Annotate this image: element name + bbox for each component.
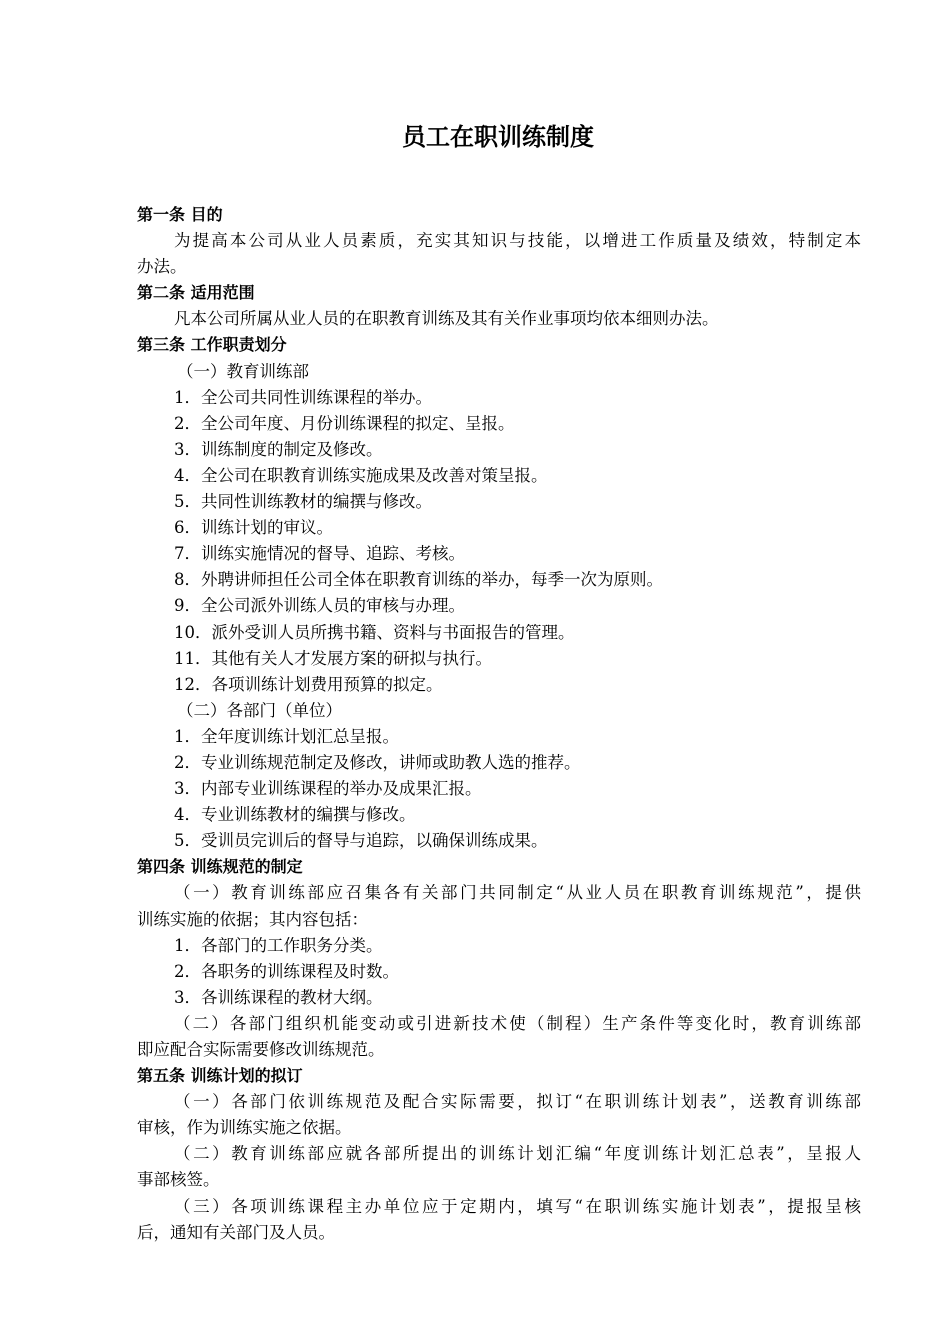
list-item: 9．全公司派外训练人员的审核与办理。 [174, 596, 465, 616]
list-item: 12．各项训练计划费用预算的拟定。 [174, 674, 443, 694]
paragraph-line: （一）各部门依训练规范及配合实际需要，拟订“在职训练计划表”，送教育训练部 [174, 1092, 861, 1112]
paragraph-line: （三）各项训练课程主办单位应于定期内，填写“在职训练实施计划表”，提报呈核 [174, 1196, 861, 1216]
paragraph-line: 审核，作为训练实施之依据。 [137, 1118, 352, 1138]
list-item: 1．全公司共同性训练课程的举办。 [174, 387, 432, 407]
section-heading: 第二条 适用范围 [137, 283, 255, 303]
subsection-label: （二）各部门（单位） [177, 700, 342, 720]
paragraph-line: （一）教育训练部应召集各有关部门共同制定“从业人员在职教育训练规范”，提供 [174, 883, 861, 903]
list-item: 2．各职务的训练课程及时数。 [174, 961, 399, 981]
paragraph-line: 事部核签。 [137, 1170, 220, 1190]
paragraph-line: （二）各部门组织机能变动或引进新技术使（制程）生产条件等变化时，教育训练部 [174, 1013, 861, 1033]
section-heading: 第四条 训练规范的制定 [137, 857, 303, 877]
list-item: 11．其他有关人才发展方案的研拟与执行。 [174, 648, 492, 668]
list-item: 1．全年度训练计划汇总呈报。 [174, 726, 399, 746]
section-heading: 第五条 训练计划的拟订 [137, 1066, 303, 1086]
paragraph-line: 为提高本公司从业人员素质，充实其知识与技能，以增进工作质量及绩效，特制定本 [174, 231, 861, 251]
list-item: 3．各训练课程的教材大纲。 [174, 987, 383, 1007]
list-item: 2．全公司年度、月份训练课程的拟定、呈报。 [174, 413, 515, 433]
list-item: 6．训练计划的审议。 [174, 518, 333, 538]
list-item: 10．派外受训人员所携书籍、资料与书面报告的管理。 [174, 622, 575, 642]
list-item: 3．训练制度的制定及修改。 [174, 439, 383, 459]
paragraph-line: 后，通知有关部门及人员。 [137, 1222, 335, 1242]
list-item: 2．专业训练规范制定及修改，讲师或助教人选的推荐。 [174, 752, 581, 772]
paragraph-line: （二）教育训练部应就各部所提出的训练计划汇编“年度训练计划汇总表”，呈报人 [174, 1144, 861, 1164]
paragraph-line: 凡本公司所属从业人员的在职教育训练及其有关作业事项均依本细则办法。 [174, 309, 719, 329]
document-body [137, 202, 861, 1246]
list-item: 5．受训员完训后的督导与追踪，以确保训练成果。 [174, 831, 548, 851]
paragraph-line: 办法。 [137, 257, 187, 277]
list-item: 1．各部门的工作职务分类。 [174, 935, 383, 955]
list-item: 4．专业训练教材的编撰与修改。 [174, 805, 416, 825]
paragraph-line: 训练实施的依据；其内容包括： [137, 909, 368, 929]
list-item: 5．共同性训练教材的编撰与修改。 [174, 492, 432, 512]
list-item: 8．外聘讲师担任公司全体在职教育训练的举办，每季一次为原则。 [174, 570, 663, 590]
subsection-label: （一）教育训练部 [177, 361, 309, 381]
list-item: 3．内部专业训练课程的举办及成果汇报。 [174, 779, 482, 799]
section-heading: 第三条 工作职责划分 [137, 335, 287, 355]
list-item: 4．全公司在职教育训练实施成果及改善对策呈报。 [174, 465, 548, 485]
paragraph-line: 即应配合实际需要修改训练规范。 [137, 1040, 385, 1059]
section-heading: 第一条 目的 [137, 205, 223, 224]
document-title: 员工在职训练制度 [402, 123, 594, 151]
list-item: 7．训练实施情况的督导、追踪、考核。 [174, 544, 465, 564]
